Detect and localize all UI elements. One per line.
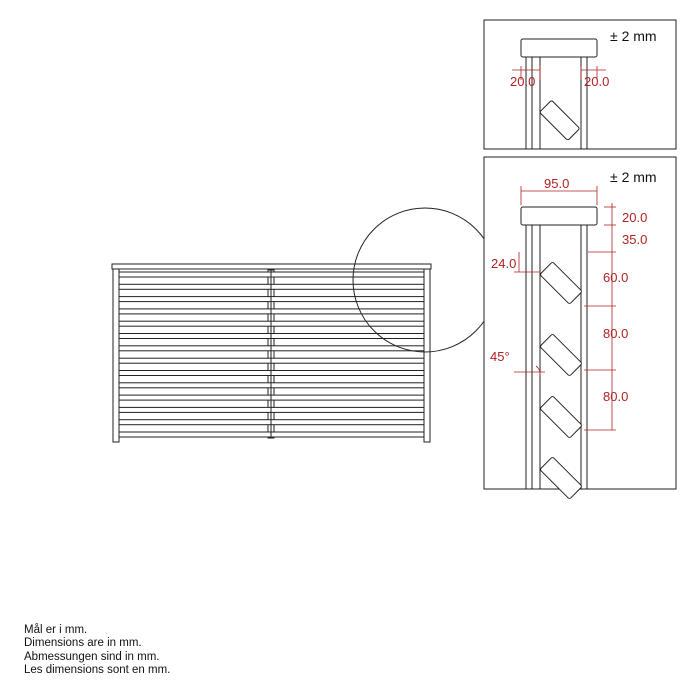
dim-spacing-3: 80.0 (603, 389, 629, 404)
dim-gap: 35.0 (622, 232, 648, 247)
detail-magnifier-circle (353, 208, 497, 352)
horizontal-slats (119, 270, 424, 438)
tolerance-label-top: ± 2 mm (610, 28, 657, 44)
dim-post-offset: 24.0 (491, 256, 517, 271)
dimension-notes (24, 624, 170, 678)
note-english: Dimensions are in mm. (24, 637, 142, 650)
fence-screen (112, 264, 431, 442)
dim-angle: 45° (490, 349, 510, 364)
dim-left-offset: 20.0 (510, 74, 536, 89)
top-cap (112, 264, 431, 269)
dim-right-offset: 20.0 (584, 74, 610, 89)
dim-spacing-1: 60.0 (603, 270, 629, 285)
tolerance-label-bottom: ± 2 mm (610, 169, 657, 185)
detail-top (484, 20, 676, 149)
dim-width: 95.0 (544, 176, 570, 191)
note-norwegian: Mål er i mm. (24, 624, 88, 636)
detail-bottom (484, 157, 676, 499)
dim-cap-height: 20.0 (622, 210, 648, 225)
dim-spacing-2: 80.0 (603, 326, 629, 341)
note-french: Les dimensions sont en mm. (24, 664, 171, 677)
note-german: Abmessungen sind in mm. (24, 650, 160, 663)
left-post (113, 264, 119, 442)
right-post (424, 264, 430, 442)
